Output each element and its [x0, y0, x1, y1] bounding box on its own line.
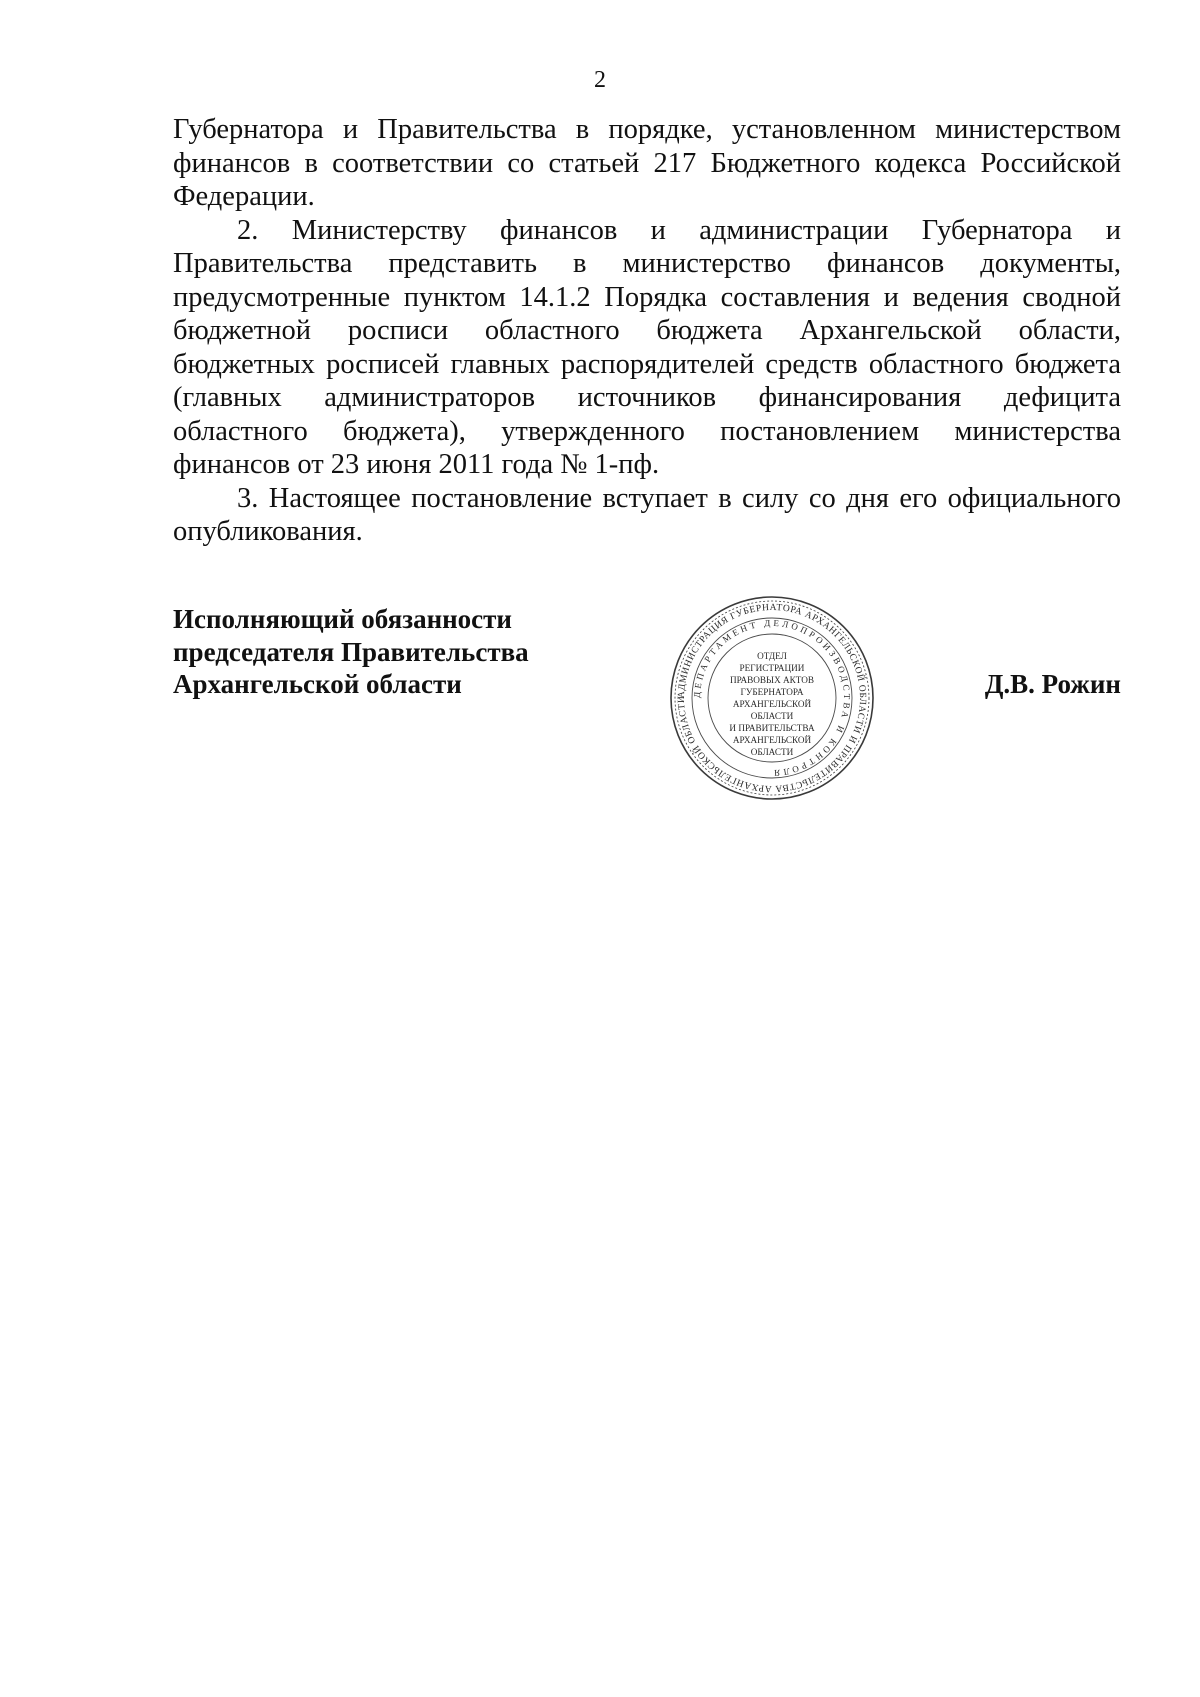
signature-block — [173, 603, 1121, 803]
seal-center-line: ОБЛАСТИ — [750, 711, 794, 721]
seal-center-line: И ПРАВИТЕЛЬСТВА — [729, 723, 815, 733]
seal-center-line: ОБЛАСТИ — [750, 747, 794, 757]
seal-center-text — [729, 651, 815, 757]
official-seal — [666, 592, 878, 804]
seal-outer-text: АДМИНИСТРАЦИЯ ГУБЕРНАТОРА АРХАНГЕЛЬСКОЙ ОБЛАСТИ И ПРАВИТЕЛЬСТВА АРХАНГЕЛЬСКОЙ ОБЛАСТИ — [676, 602, 868, 794]
seal-center-line: ОТДЕЛ — [757, 651, 787, 661]
signer-title-line: Архангельской области — [173, 669, 462, 699]
signer-title — [173, 603, 529, 701]
paragraph-item-2: 2. Министерству финансов и администрации Губернатора и Правительства представить в министерство финансов документы, предусмотренные пунктом 14.1.2 Порядка составления и ведения сводной бюджетной росписи областного бюджета Архангельской области, бюджетных росписей главных распорядителей средств областного бюджета (главных администраторов источников финансирования дефицита областного бюджета), утвержденного постановлением министерства финансов от 23 июня 2011 года № 1-пф. — [173, 214, 1121, 480]
seal-center-line: АРХАНГЕЛЬСКОЙ — [732, 699, 812, 709]
document-body — [173, 113, 1121, 549]
signer-name: Д.В. Рожин — [984, 669, 1121, 699]
seal-graphic — [666, 592, 878, 804]
seal-center-line: АРХАНГЕЛЬСКОЙ — [732, 735, 812, 745]
seal-inner-text: ДЕПАРТАМЕНТ ДЕЛОПРОИЗВОДСТВА И КОНТРОЛЯ — [691, 617, 853, 779]
signer-title-line: Исполняющий обязанности — [173, 604, 512, 634]
paragraph-continuation: Губернатора и Правительства в порядке, установленном министерством финансов в соответствии со статьей 217 Бюджетного кодекса Российской Федерации. — [173, 114, 1121, 212]
seal-center-line: РЕГИСТРАЦИИ — [739, 663, 805, 673]
seal-dotted-border — [675, 601, 869, 795]
seal-center-line: ПРАВОВЫХ АКТОВ — [729, 675, 815, 685]
paragraph-item-3: 3. Настоящее постановление вступает в силу со дня его официального опубликования. — [173, 482, 1121, 547]
signer-title-line: председателя Правительства — [173, 636, 529, 667]
page-number: 2 — [594, 67, 606, 93]
seal-center-line: ГУБЕРНАТОРА — [740, 687, 804, 697]
